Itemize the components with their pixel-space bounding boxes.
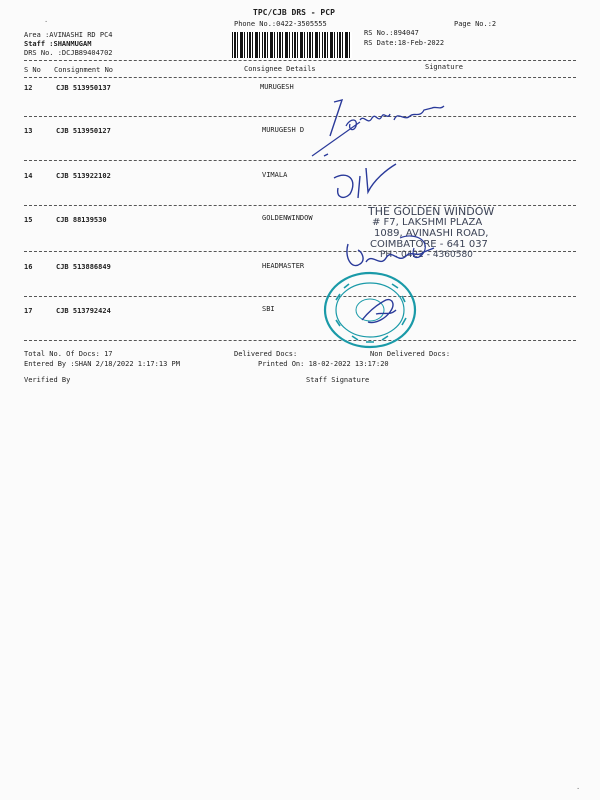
phone-number: Phone No.:0422-3505555 <box>234 20 327 28</box>
barcode <box>232 32 352 58</box>
document-title: TPC/CJB DRS - PCP <box>253 8 335 17</box>
signature-row-13 <box>320 96 470 160</box>
row-consignment: CJB 513922102 <box>56 172 111 180</box>
scan-speck: . <box>576 783 581 791</box>
row-sno: 16 <box>24 263 33 271</box>
non-delivered-docs: Non Delivered Docs: <box>370 350 451 358</box>
col-header-signature: Signature <box>425 63 463 71</box>
row-consignee: SBI <box>262 305 275 313</box>
area: Area :AVINASHI RD PC4 <box>24 31 113 39</box>
verified-by: Verified By <box>24 376 71 384</box>
header-divider-top <box>24 60 576 61</box>
col-header-consignment: Consignment No <box>54 66 114 74</box>
row-consignee: HEADMASTER <box>262 262 305 270</box>
row-consignee: GOLDENWINDOW <box>262 214 313 222</box>
col-header-consignee: Consignee Details <box>244 65 316 73</box>
entered-by: Entered By :SHAN 2/18/2022 1:17:13 PM <box>24 360 180 368</box>
row-divider <box>24 340 576 341</box>
signature-row-14 <box>330 158 402 204</box>
page-number: Page No.:2 <box>454 20 497 28</box>
row-consignee: VIMALA <box>262 171 288 179</box>
row-divider <box>24 160 576 161</box>
header-divider-bottom <box>24 77 576 78</box>
stamp-line-1: THE GOLDEN WINDOW <box>368 205 495 218</box>
stamp-line-2: # F7, LAKSHMI PLAZA <box>372 217 483 228</box>
rs-number: RS No.:894047 <box>364 29 419 37</box>
drs-number: DRS No. :DCJB89404702 <box>24 49 113 57</box>
row-divider <box>24 296 576 297</box>
row-consignment: CJB 513886849 <box>56 263 111 271</box>
row-sno: 15 <box>24 216 33 224</box>
row-consignment: CJB 88139530 <box>56 216 107 224</box>
total-docs: Total No. Of Docs: 17 <box>24 350 113 358</box>
rs-date: RS Date:18-Feb-2022 <box>364 39 445 47</box>
row-divider <box>24 116 576 117</box>
printed-on: Printed On: 18-02-2022 13:17:20 <box>258 360 389 368</box>
delivered-docs: Delivered Docs: <box>234 350 298 358</box>
staff-name: Staff :SHANMUGAM <box>24 40 92 48</box>
stamp-line-5: PH : 0422 - 4360580 <box>380 250 473 260</box>
col-header-sno: S No <box>24 66 41 74</box>
row-consignment: CJB 513792424 <box>56 307 111 315</box>
signature-row-16 <box>340 234 450 288</box>
row-consignee: MURUGESH D <box>262 126 305 134</box>
row-consignee: MURUGESH <box>260 83 294 91</box>
staff-signature-label: Staff Signature <box>306 376 370 384</box>
row-divider <box>24 251 576 252</box>
row-sno: 12 <box>24 84 33 92</box>
signature-row-17 <box>356 290 406 330</box>
row-sno: 14 <box>24 172 33 180</box>
row-sno: 13 <box>24 127 33 135</box>
row-consignment: CJB 513950137 <box>56 84 111 92</box>
stamp-line-4: COIMBATORE - 641 037 <box>370 239 488 250</box>
row-sno: 17 <box>24 307 33 315</box>
stamp-line-3: 1089, AVINASHI ROAD, <box>374 228 489 239</box>
row-consignment: CJB 513950127 <box>56 127 111 135</box>
scan-speck: . <box>44 16 49 24</box>
